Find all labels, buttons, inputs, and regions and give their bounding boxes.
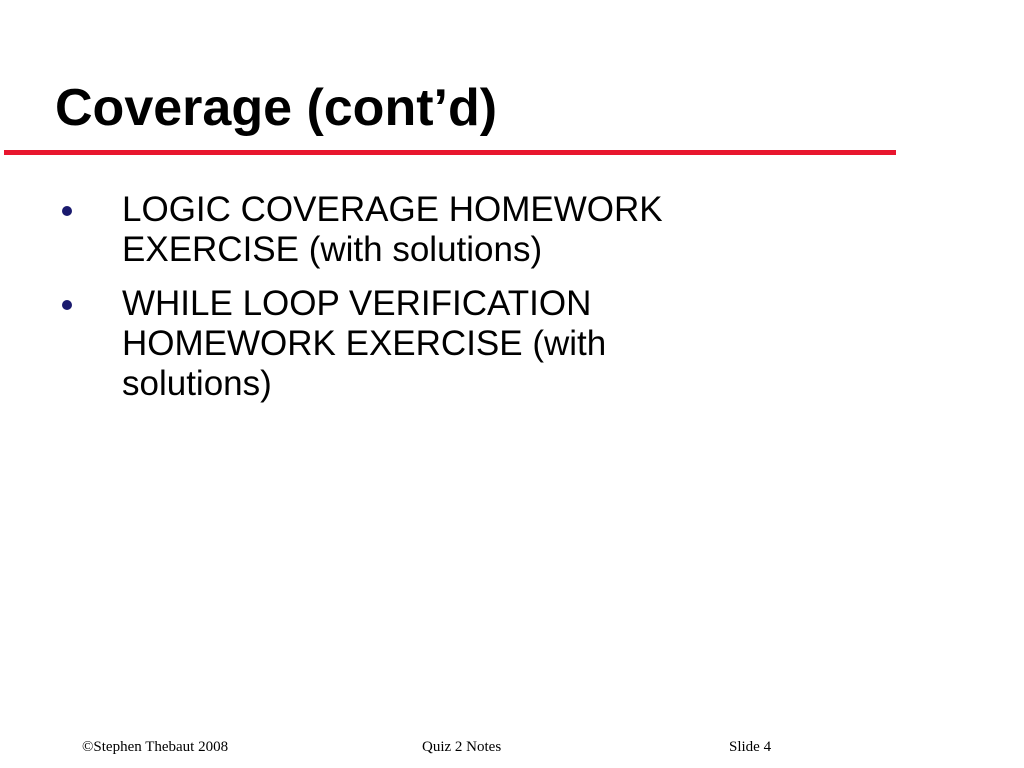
bullet-dot-icon [62, 206, 72, 216]
title-underline-rule [4, 150, 896, 155]
footer-copyright: ©Stephen Thebaut 2008 [82, 739, 229, 755]
bullet-dot-icon [62, 300, 72, 310]
bullet-text: LOGIC COVERAGE HOMEWORK EXERCISE (with solutions) [122, 190, 663, 269]
bullet-text: WHILE LOOP VERIFICATION HOMEWORK EXERCISE (with solutions) [122, 284, 607, 403]
bullet-item [60, 284, 760, 404]
bullet-item [60, 190, 760, 270]
bullet-list [60, 190, 760, 418]
slide-title: Coverage (cont’d) [55, 79, 498, 137]
footer-slide-number: Slide 4 [729, 739, 772, 755]
footer-deck-title: Quiz 2 Notes [422, 739, 502, 755]
